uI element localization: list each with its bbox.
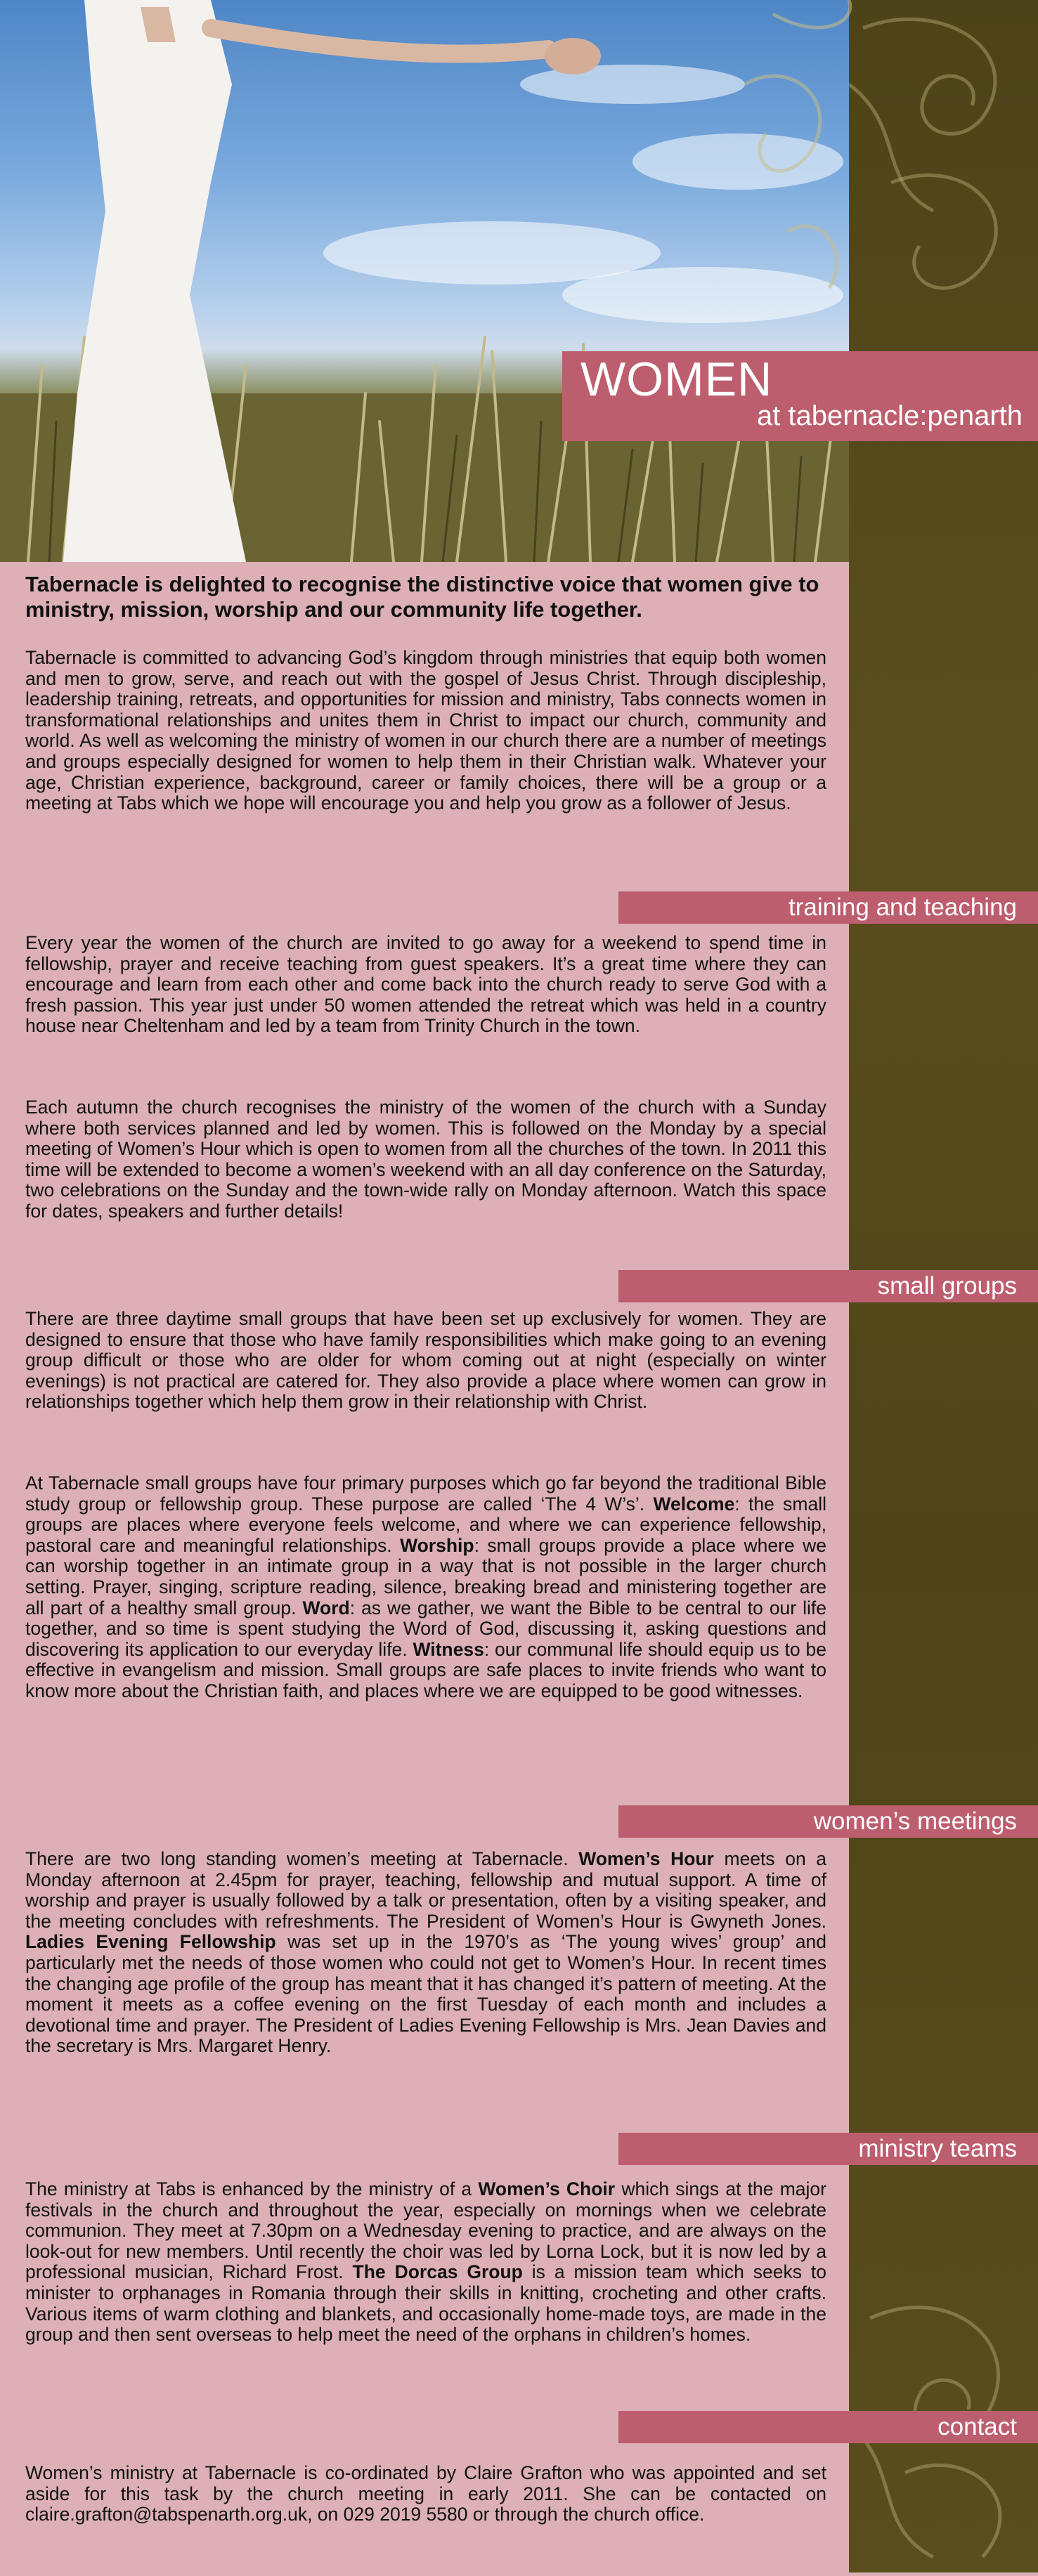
small-groups-paragraph-2 xyxy=(25,1473,826,1702)
ministry-text-1: The ministry at Tabs is enhanced by the ministry of a xyxy=(25,2178,479,2199)
dorcas-group-label: The Dorcas Group xyxy=(352,2261,523,2283)
training-paragraph-2: Each autumn the church recognises the ministry of the women of the church with a Sunday where both services planned and led by women. This is followed on the Monday by a special meeting of Women’s Hour which is open to women from all the churches of the town. In 2011 this time will be extended to become a women’s weekend with an all day conference on the Saturday, two celebrations on the Sunday and the town-wide rally on Monday afternoon. Watch this space for dates, speakers and further details! xyxy=(25,1097,826,1222)
ministry-text-2: which sings at the major festivals in the church and throughout the year, especially on mornings when we celebrate communion. They meet at 7.30pm on a Wednesday evening to practice, and are always on the look-out for new members. Until recently the choir was led by Lorna Lock, but it is now led by a professional musician, Richard Frost. xyxy=(25,2178,826,2283)
womens-hour-label: Women’s Hour xyxy=(578,1848,714,1869)
page-title: WOMEN xyxy=(580,353,773,406)
section-heading-small-groups: small groups xyxy=(618,1270,1038,1302)
hero-image xyxy=(0,0,1023,562)
welcome-text: : the small groups are places where everyone feels welcome, and where we can experience fellowship, pastoral care and meaningful relationships. xyxy=(25,1493,826,1556)
title-banner xyxy=(562,351,1038,441)
worship-label: Worship xyxy=(400,1534,474,1556)
section-heading-contact: contact xyxy=(618,2411,1038,2443)
ministry-paragraph xyxy=(25,2179,826,2346)
witness-text: : our communal life should equip us to be effective in evangelism and mission. Small groups are safe places to invite friends who want to know more about the Christian faith, and places where we are equipped to be good witnesses. xyxy=(25,1638,826,1701)
section-heading-ministry-teams: ministry teams xyxy=(618,2133,1038,2165)
womens-choir-label: Women’s Choir xyxy=(478,2178,616,2199)
ministry-text-3: is a mission team which seeks to minister to orphanages in Romania through their skills in knitting, crocheting and other crafts. Various items of warm clothing and blankets, and occasionally home-made toys, are made in the group and then sent overseas to help meet the need of the orphans in children’s homes. xyxy=(25,2261,826,2346)
worship-text: : small groups provide a place where we can worship together in an intimate group in a way that is not possible in the larger church setting. Prayer, singing, scripture reading, silence, breaking bread and ministering together are all part of a healthy small group. xyxy=(25,1534,826,1619)
witness-label: Witness xyxy=(413,1638,484,1660)
intro-lead: Tabernacle is delighted to recognise the distinctive voice that women give to ministry, mission, worship and our community life together. xyxy=(25,572,819,622)
section-heading-womens-meetings: women’s meetings xyxy=(618,1805,1038,1838)
word-text: : as we gather, we want the Bible to be central to our life together, and so time is spent studying the Word of God, discussing it, asking questions and discovering its application to our everyday life. xyxy=(25,1597,826,1660)
word-label: Word xyxy=(302,1597,350,1619)
ladies-evening-fellowship-label: Ladies Evening Fellowship xyxy=(25,1931,276,1953)
meetings-paragraph xyxy=(25,1849,826,2057)
meetings-text-2: meets on a Monday afternoon at 2.45pm for prayer, teaching, fellowship and mutual support. A time of worship and prayer is usually followed by a talk or presentation, often by a visiting speaker, and the meeting concludes with refreshments. The President of Women’s Hour is Gwyneth Jones. xyxy=(25,1848,827,1932)
contact-paragraph: Women’s ministry at Tabernacle is co-ordinated by Claire Grafton who was appointed and set aside for this task by the church meeting in early 2011. She can be contacted on claire.grafton@tabspenarth.org.uk, on 029 2019 5580 or through the church office. xyxy=(25,2462,826,2525)
small-groups-paragraph-1: There are three daytime small groups that have been set up exclusively for women. They are designed to ensure that those who have family responsibilities which make going to an evening group difficult or those who are older for whom coming out at night (especially on winter evenings) is not practical are catered for. They also provide a place where women can grow in relationships together which help them grow in their relationship with Christ. xyxy=(25,1308,826,1413)
page-subtitle: at tabernacle:penarth xyxy=(756,400,1023,431)
section-heading-training: training and teaching xyxy=(618,891,1038,924)
training-paragraph-1: Every year the women of the church are invited to go away for a weekend to spend time in fellowship, prayer and receive teaching from guest speakers. It’s a great time where they can encourage and learn from each other and come back into the church ready to serve God with a fresh passion. This year just under 50 women attended the retreat which was held in a country house near Cheltenham and led by a team from Trinity Church in the town. xyxy=(25,932,826,1037)
four-ws-intro: At Tabernacle small groups have four primary purposes which go far beyond the traditional Bible study group or fellowship group. These purpose are called ‘The 4 W’s’. xyxy=(25,1472,826,1515)
intro-paragraph: Tabernacle is committed to advancing God’s kingdom through ministries that equip both women and men to grow, serve, and reach out with the gospel of Jesus Christ. Through discipleship, leadership training, retreats, and opportunities for mission and ministry, Tabs connects women in transformational relationships and unites them in Christ to impact our church, community and world. As well as welcoming the ministry of women in our church there are a number of meetings and groups especially designed for women to help them in their Christian walk. Whatever your age, Christian experience, background, career or family choices, there will be a group or a meeting at Tabs which we hope will encourage you and help you grow as a follower of Jesus. xyxy=(25,647,826,814)
meetings-text-3: was set up in the 1970’s as ‘The young wives’ group’ and particularly met the needs of those women who could not get to Women’s Hour. In recent times the changing age profile of the group has meant that it has changed it’s pattern of meeting. At the moment it meets as a coffee evening on the first Tuesday of each month and includes a devotional time and prayer. The President of Ladies Evening Fellowship is Mrs. Jean Davies and the secretary is Mrs. Margaret Henry. xyxy=(25,1931,826,2057)
welcome-label: Welcome xyxy=(653,1493,735,1515)
meetings-text-1: There are two long standing women’s meeting at Tabernacle. xyxy=(25,1848,579,1869)
content-panel xyxy=(0,562,1017,2572)
hero-illustration xyxy=(0,0,849,562)
